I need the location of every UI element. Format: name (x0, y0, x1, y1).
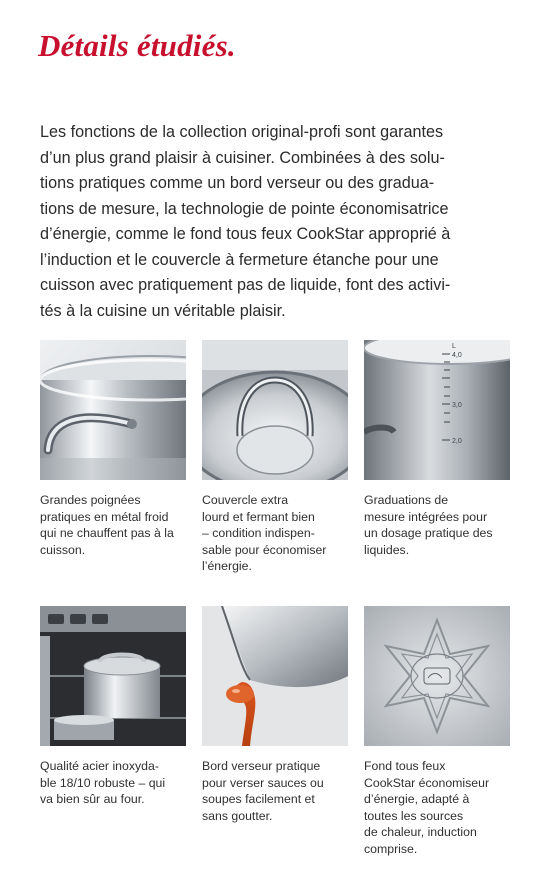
graduation-photo (364, 340, 510, 480)
pouring-rim-photo (202, 606, 348, 746)
feature-caption (40, 492, 186, 558)
caption-line: – condition indispen- (202, 526, 315, 541)
intro-paragraph (40, 120, 510, 324)
caption-line: Bord verseur pratique (202, 759, 321, 773)
feature-caption (364, 758, 510, 858)
intro-line: Les fonctions de la collection original-profi sont garantes (40, 123, 444, 141)
intro-line: d’un plus grand plaisir à cuisiner. Combinées à des solu- (40, 148, 445, 167)
feature-graduations (364, 340, 510, 558)
caption-line: mesure intégrées pour (364, 509, 488, 524)
caption-line: Qualité acier inoxyda- (40, 759, 159, 773)
caption-line: liquides. (364, 542, 410, 557)
scale-mark: 2,0 (452, 438, 462, 445)
feature-caption (40, 758, 186, 808)
scale-mark: 3,0 (452, 402, 462, 409)
caption-line: Graduations de (364, 493, 449, 507)
caption-line: cuisson. (40, 542, 86, 557)
cookstar-base-photo (364, 606, 510, 746)
intro-line: cuisson avec pratiquement pas de liquide, font des activi- (40, 276, 451, 294)
caption-line: ble 18/10 robuste – qui (40, 775, 166, 790)
caption-line: Couvercle extra (202, 493, 289, 507)
caption-line: va bien sûr au four. (40, 792, 145, 807)
caption-line: Fond tous feux (364, 759, 446, 773)
caption-line: sable pour économiser (202, 542, 327, 557)
lid-photo (202, 340, 348, 480)
intro-line: tions de mesure, la technologie de pointe économisatrice (40, 199, 449, 218)
caption-line: lourd et fermant bien (202, 509, 315, 524)
feature-cookstar-base (364, 606, 510, 858)
oven-photo (40, 606, 186, 746)
scale-mark: 4,0 (452, 352, 462, 359)
feature-handles (40, 340, 186, 558)
feature-oven (40, 606, 186, 808)
caption-line: Grandes poignées (40, 493, 141, 507)
caption-line: pour verser sauces ou (202, 775, 324, 790)
caption-line: un dosage pratique des (364, 526, 493, 541)
caption-line: pratiques en métal froid (40, 509, 169, 524)
caption-line: sans goutter. (202, 808, 273, 823)
caption-line: qui ne chauffent pas à la (40, 526, 174, 541)
intro-line: tés à la cuisine un véritable plaisir. (40, 301, 286, 320)
intro-line: l’induction et le couvercle à fermeture étanche pour une (40, 250, 439, 269)
intro-line: d’énergie, comme le fond tous feux CookStar approprié à (40, 225, 451, 243)
feature-pouring-rim (202, 606, 348, 824)
feature-caption (364, 492, 510, 558)
scale-mark: L (452, 343, 456, 350)
feature-lid (202, 340, 348, 575)
caption-line: l’énergie. (202, 559, 252, 574)
page-title: Détails étudiés. (38, 28, 236, 63)
pot-handle-photo (40, 340, 186, 480)
caption-line: soupes facilement et (202, 792, 315, 807)
caption-line: CookStar économiseur (364, 775, 490, 790)
intro-line: tions pratiques comme un bord verseur ou des gradua- (40, 174, 435, 192)
caption-line: d’énergie, adapté à (364, 792, 470, 807)
caption-line: de chaleur, induction (364, 825, 477, 840)
caption-line: toutes les sources (364, 808, 464, 823)
feature-caption (202, 492, 348, 575)
caption-line: comprise. (364, 841, 418, 856)
feature-caption (202, 758, 348, 824)
